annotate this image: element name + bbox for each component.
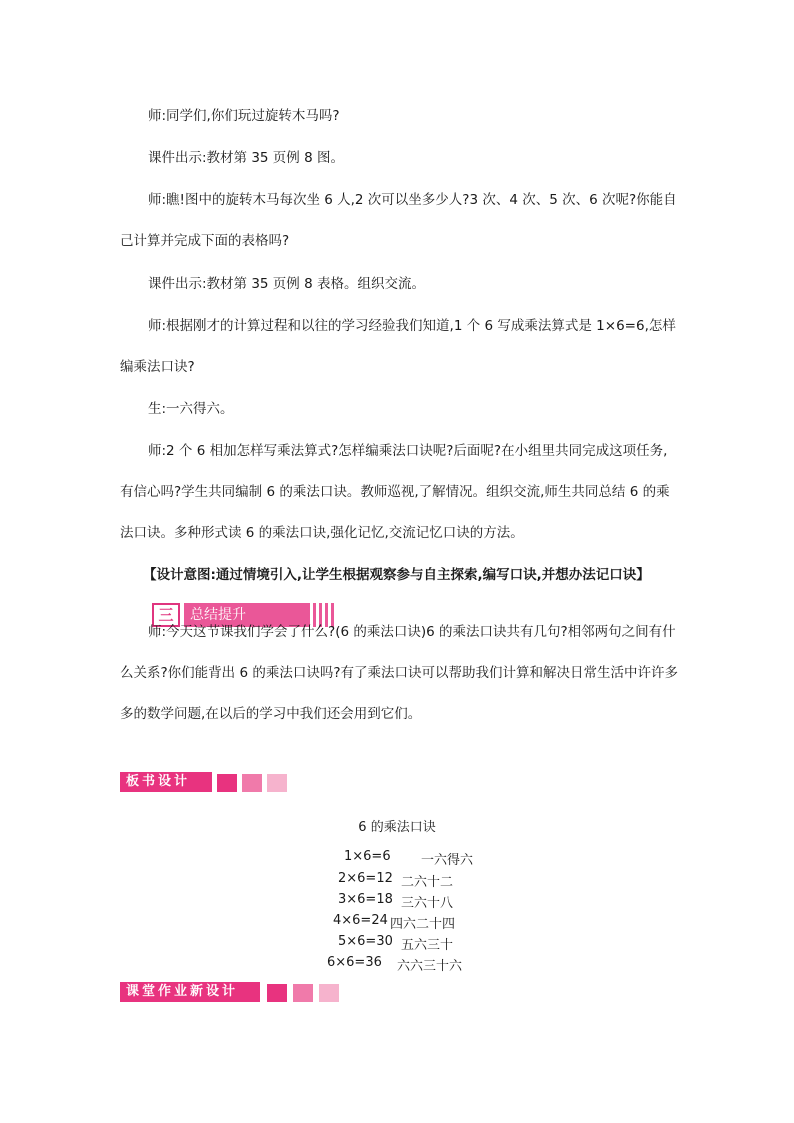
banner-square (217, 774, 237, 792)
table-row-rhyme: 二六十二 (401, 875, 454, 890)
paragraph-2: 课件出示:教材第 35 页例 8 图。 (148, 150, 344, 166)
section-number: 三 (152, 603, 180, 627)
board-title: 6 的乘法口诀 (358, 820, 436, 835)
table-row-eq: 2×6=12 (338, 871, 393, 886)
table-row-eq: 5×6=30 (338, 934, 393, 949)
board-design-label: 板书设计 (120, 772, 212, 792)
paragraph-4: 课件出示:教材第 35 页例 8 表格。组织交流。 (148, 276, 425, 292)
table-row-rhyme: 六六三十六 (397, 959, 463, 974)
table-row-rhyme: 一六得六 (421, 853, 474, 868)
banner-square (319, 984, 339, 1002)
homework-design-banner (120, 982, 350, 1002)
design-intent-note: 【设计意图:通过情境引入,让学生根据观察参与自主探索,编写口诀,并想办法记口诀】 (143, 567, 650, 583)
paragraph-7: 师:2 个 6 相加怎样写乘法算式?怎样编乘法口诀呢?后面呢?在小组里共同完成这项任务,有信心吗?学生共同编制 6 的乘法口诀。教师巡视,了解情况。组织交流,师生共同总结 6 的乘法口诀。多种形式读 6 的乘法口诀,强化记忆,交流记忆口诀的方法。 (120, 443, 670, 541)
section-title: 总结提升 (184, 603, 310, 627)
paragraph-6: 生:一六得六。 (148, 401, 234, 417)
table-row-eq: 3×6=18 (338, 892, 393, 907)
table-row-eq: 1×6=6 (344, 849, 391, 864)
table-row-rhyme: 三六十八 (401, 896, 454, 911)
table-row-eq: 6×6=36 (327, 955, 382, 970)
homework-design-label: 课堂作业新设计 (120, 982, 260, 1002)
table-row-rhyme: 五六三十 (401, 938, 454, 953)
banner-square (267, 984, 287, 1002)
banner-square (242, 774, 262, 792)
table-row-eq: 4×6=24 (333, 913, 388, 928)
banner-square (293, 984, 313, 1002)
table-row-rhyme: 四六二十四 (390, 917, 456, 932)
board-design-banner (120, 772, 300, 792)
banner-square (267, 774, 287, 792)
summary-paragraph: 师:今天这节课我们学会了什么?(6 的乘法口诀)6 的乘法口诀共有几句?相邻两句之间有什么关系?你们能背出 6 的乘法口诀吗?有了乘法口诀可以帮助我们计算和解决日常生活中许许多多的数学问题,在以后的学习中我们还会用到它们。 (120, 624, 679, 722)
paragraph-1: 师:同学们,你们玩过旋转木马吗? (148, 108, 340, 124)
paragraph-3: 师:瞧!图中的旋转木马每次坐 6 人,2 次可以坐多少人?3 次、4 次、5 次、6 次呢?你能自己计算并完成下面的表格吗? (120, 192, 677, 249)
paragraph-5: 师:根据刚才的计算过程和以往的学习经验我们知道,1 个 6 写成乘法算式是 1×6=6,怎样编乘法口诀? (120, 318, 676, 375)
